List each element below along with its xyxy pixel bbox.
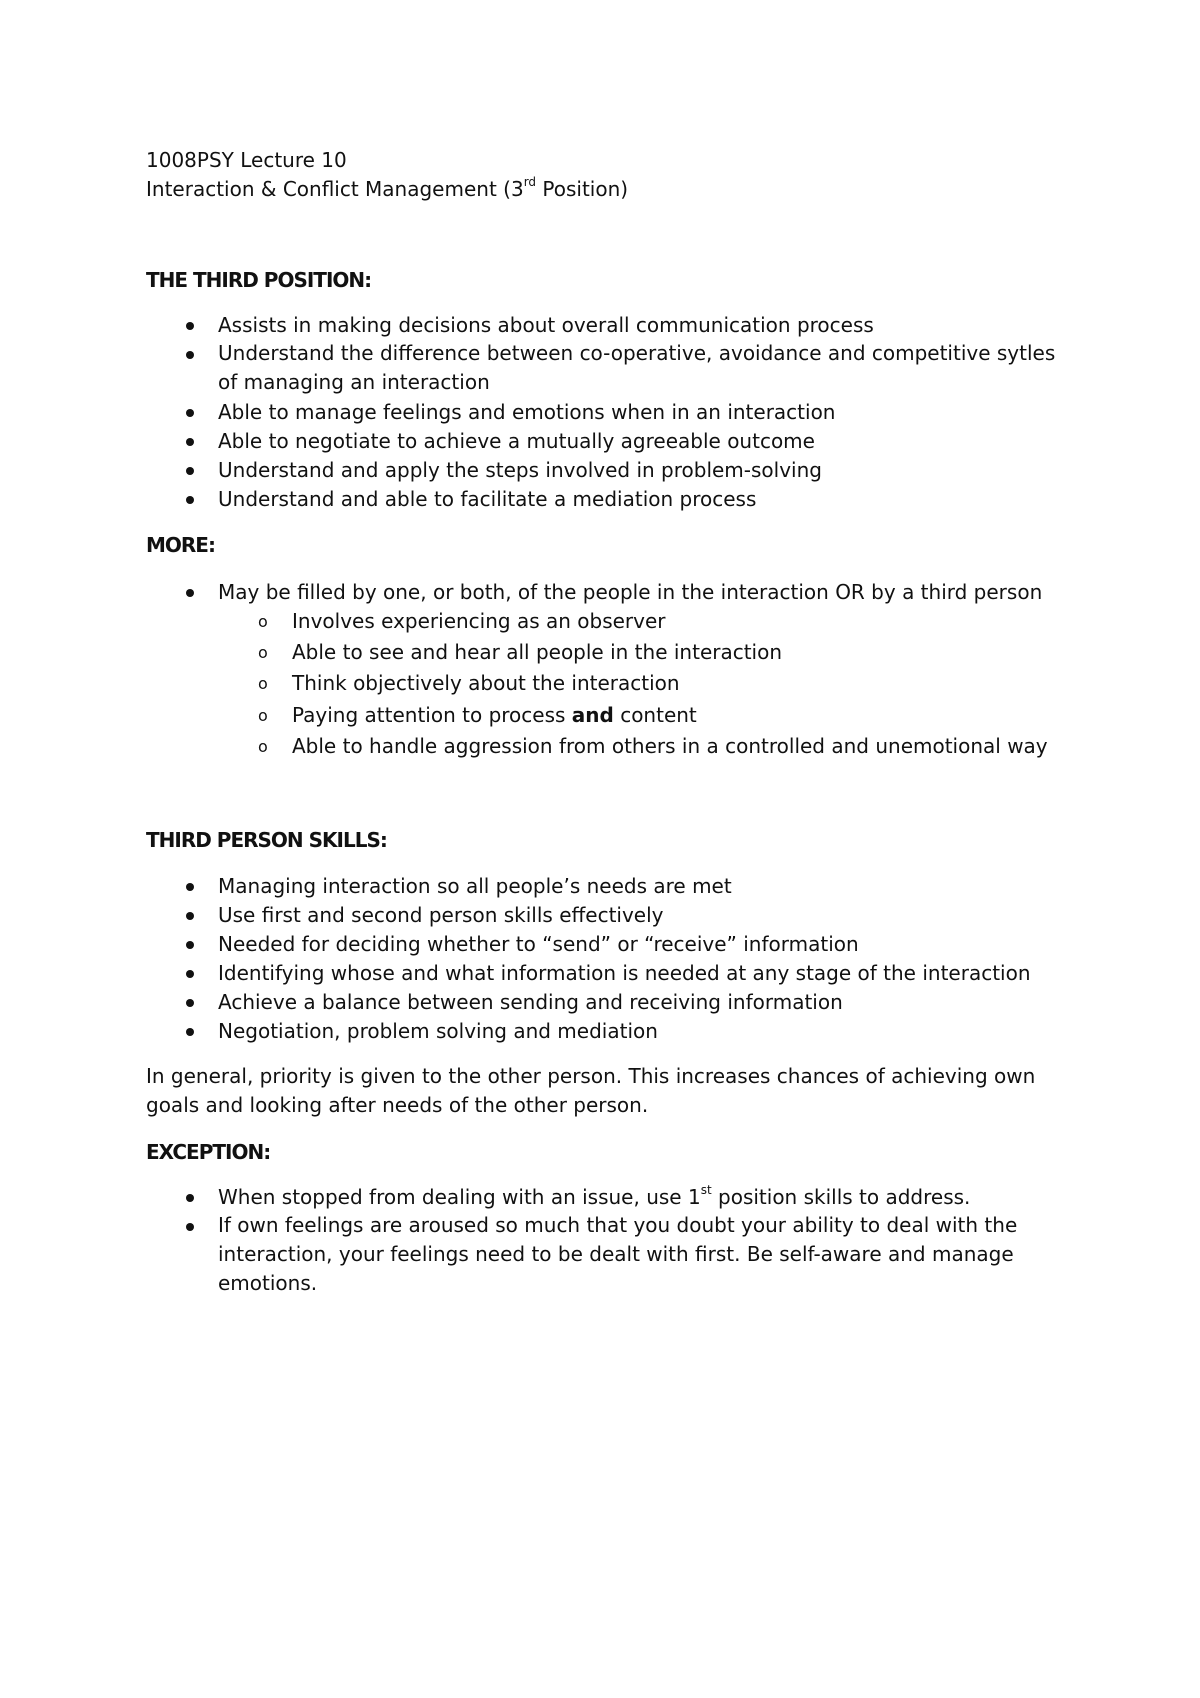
section-heading-skills: THIRD PERSON SKILLS: bbox=[146, 828, 387, 852]
subtitle-text: Interaction & Conflict Management (3 bbox=[146, 177, 524, 201]
bullet-icon bbox=[186, 876, 194, 891]
bullet-icon bbox=[186, 582, 194, 597]
bullet-icon bbox=[186, 402, 194, 417]
section-heading-exception: EXCEPTION: bbox=[146, 1140, 271, 1164]
circle-bullet-icon: o bbox=[258, 643, 268, 662]
bullet-icon bbox=[186, 431, 194, 446]
subtitle-superscript: rd bbox=[523, 175, 537, 189]
circle-bullet-icon: o bbox=[258, 674, 268, 693]
emphasis-text: and bbox=[571, 703, 614, 727]
bullet-icon bbox=[186, 460, 194, 475]
circle-bullet-icon: o bbox=[258, 737, 268, 756]
bullet-icon bbox=[186, 905, 194, 920]
bullet-icon bbox=[186, 489, 194, 504]
section-heading-more: MORE: bbox=[146, 533, 215, 557]
bullet-icon bbox=[186, 315, 194, 330]
bullet-icon bbox=[186, 963, 194, 978]
bullet-icon bbox=[186, 344, 194, 359]
circle-bullet-icon: o bbox=[258, 706, 268, 725]
bullet-icon bbox=[186, 1021, 194, 1036]
bullet-icon bbox=[186, 934, 194, 949]
section-heading-third-position: THE THIRD POSITION: bbox=[146, 268, 372, 292]
ordinal-superscript: st bbox=[700, 1183, 712, 1197]
subtitle-text-end: Position) bbox=[536, 177, 629, 201]
lecture-subtitle bbox=[146, 175, 629, 201]
bullet-icon bbox=[186, 1187, 194, 1202]
circle-bullet-icon: o bbox=[258, 612, 268, 631]
course-title: 1008PSY Lecture 10 bbox=[146, 148, 347, 172]
bullet-icon bbox=[186, 992, 194, 1007]
bullet-icon bbox=[186, 1216, 194, 1231]
general-paragraph: In general, priority is given to the other person. This increases chances of achieving own goals and looking after needs of the other person. bbox=[146, 1064, 1036, 1117]
